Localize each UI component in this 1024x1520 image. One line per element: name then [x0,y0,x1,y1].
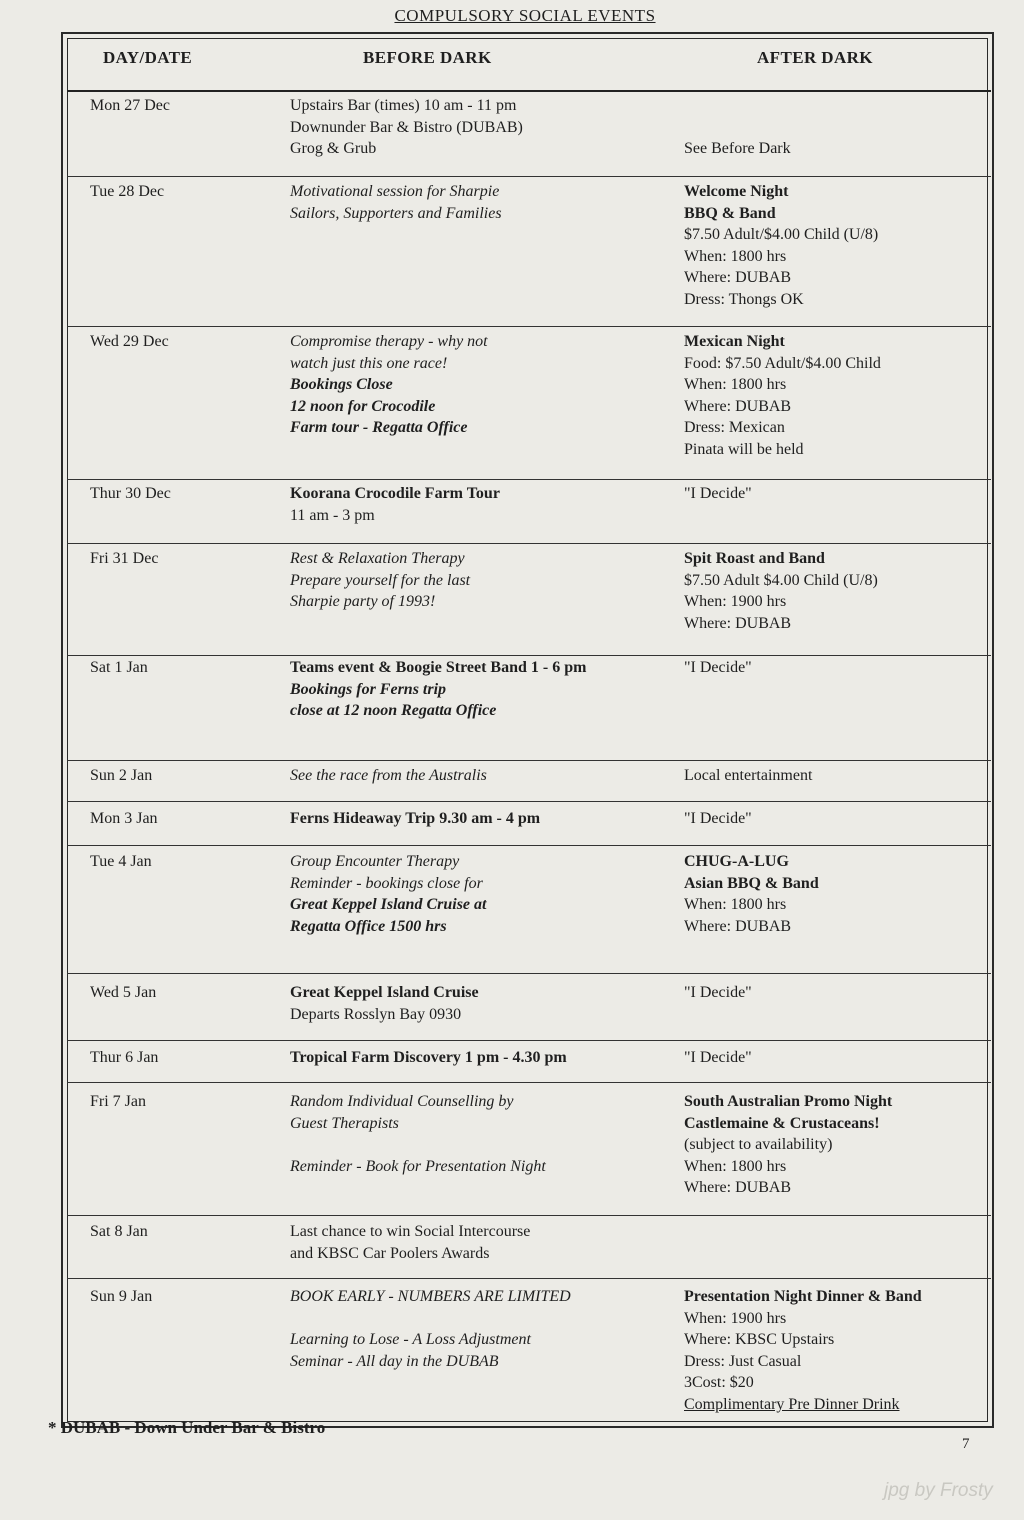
before-line: Regatta Office 1500 hrs [290,917,447,935]
day-date-cell: Wed 5 Jan [90,984,157,1001]
after-line [684,95,791,117]
after-line: When: 1800 hrs [684,376,787,394]
watermark: jpg by Frosty [884,1480,993,1501]
before-line: Group Encounter Therapy [290,853,460,870]
before-line: Reminder - Book for Presentation Night [290,1157,546,1175]
before-line: See the race from the Australis [290,767,487,784]
after-line: Welcome Night [684,183,789,200]
before-line: Compromise therapy - why not [290,333,488,350]
day-date-cell: Sun 9 Jan [90,1288,153,1305]
after-cell [684,181,878,311]
before-cell [290,851,486,937]
before-line: Downunder Bar & Bistro (DUBAB) [290,118,523,136]
day-date-cell: Fri 7 Jan [90,1093,146,1110]
before-line: Motivational session for Sharpie [290,183,500,200]
after-line: Where: KBSC Upstairs [684,1331,835,1349]
after-line: 3Cost: $20 [684,1374,754,1392]
before-line: 11 am - 3 pm [290,506,375,524]
before-cell [290,181,502,224]
row-divider [67,479,991,480]
after-cell [684,1047,752,1069]
row-divider [67,655,991,656]
row-divider [67,801,991,802]
before-cell [290,657,586,722]
day-date-cell: Tue 4 Jan [90,853,152,870]
after-line: When: 1800 hrs [684,247,787,265]
before-line: Grog & Grub [290,140,377,158]
before-cell [290,765,487,787]
row-divider [67,1040,991,1041]
after-line: Castlemaine & Crustaceans! [684,1114,880,1132]
header-divider [67,90,991,92]
before-line: Farm tour - Regatta Office [290,419,468,437]
before-line: Seminar - All day in the DUBAB [290,1352,499,1370]
after-cell [684,982,752,1004]
after-line: "I Decide" [684,810,752,827]
row-divider [67,845,991,846]
before-cell [290,1286,571,1372]
after-line: When: 1800 hrs [684,896,787,914]
before-line: Departs Rosslyn Bay 0930 [290,1005,462,1023]
after-cell [684,765,812,787]
before-line: 12 noon for Crocodile [290,397,436,415]
after-cell [684,95,791,160]
before-line: close at 12 noon Regatta Office [290,702,497,720]
after-line: $7.50 Adult/$4.00 Child (U/8) [684,226,879,244]
row-divider [67,1278,991,1279]
after-line: Where: DUBAB [684,917,792,935]
after-cell [684,1091,892,1199]
before-line: Koorana Crocodile Farm Tour [290,485,500,502]
before-line: Great Keppel Island Cruise at [290,896,487,914]
before-cell [290,1047,567,1069]
after-line: Where: DUBAB [684,1179,792,1197]
after-line: Complimentary Pre Dinner Drink [684,1395,900,1413]
before-line: Tropical Farm Discovery 1 pm - 4.30 pm [290,1049,567,1066]
after-line: Dress: Just Casual [684,1352,802,1370]
page-title: COMPULSORY SOCIAL EVENTS [394,6,656,25]
day-date-cell: Mon 3 Jan [90,810,158,827]
day-date-cell: Tue 28 Dec [90,183,165,200]
after-line: Pinata will be held [684,440,804,458]
header-after-dark: AFTER DARK [757,48,873,67]
after-line: Presentation Night Dinner & Band [684,1288,922,1305]
before-cell [290,1091,546,1177]
day-date-cell: Thur 30 Dec [90,485,171,502]
after-line: Local entertainment [684,767,813,784]
after-line: CHUG-A-LUG [684,853,789,870]
row-divider [67,760,991,761]
after-cell [684,1286,922,1416]
after-line: When: 1900 hrs [684,593,787,611]
before-line: Rest & Relaxation Therapy [290,550,465,567]
after-line: Where: DUBAB [684,397,792,415]
after-line: When: 1800 hrs [684,1157,787,1175]
row-divider [67,543,991,544]
day-date-cell: Sat 8 Jan [90,1223,148,1240]
after-line: "I Decide" [684,984,752,1001]
before-line: Guest Therapists [290,1114,399,1132]
after-line: "I Decide" [684,485,752,502]
header-day: DAY/DATE [103,48,193,67]
after-line: "I Decide" [684,1049,752,1066]
after-cell [684,331,881,461]
after-line: $7.50 Adult $4.00 Child (U/8) [684,571,878,589]
before-line: BOOK EARLY - NUMBERS ARE LIMITED [290,1288,571,1305]
before-line: Prepare yourself for the last [290,571,471,589]
after-cell [684,548,878,634]
row-divider [67,973,991,974]
before-line: watch just this one race! [290,354,448,372]
after-line: Asian BBQ & Band [684,874,819,892]
before-cell [290,1221,530,1264]
before-line: Ferns Hideaway Trip 9.30 am - 4 pm [290,810,541,827]
before-line: Reminder - bookings close for [290,874,483,892]
after-cell [684,808,752,830]
day-date-cell: Fri 31 Dec [90,550,159,567]
after-line: "I Decide" [684,659,752,676]
after-line: South Australian Promo Night [684,1093,893,1110]
after-line: Dress: Thongs OK [684,290,804,308]
after-cell [684,657,752,679]
before-cell [290,548,470,613]
after-line: BBQ & Band [684,204,776,222]
before-line: Teams event & Boogie Street Band 1 - 6 pm [290,659,587,676]
page-number: 7 [962,1436,970,1452]
row-divider [67,1215,991,1216]
after-line: (subject to availability) [684,1136,833,1154]
after-line: Dress: Mexican [684,419,785,437]
day-date-cell: Mon 27 Dec [90,97,170,114]
before-line: and KBSC Car Poolers Awards [290,1244,490,1262]
before-line: Great Keppel Island Cruise [290,984,479,1001]
after-line: When: 1900 hrs [684,1309,787,1327]
before-line: Last chance to win Social Intercourse [290,1223,531,1240]
before-line [290,1308,571,1330]
after-line: Spit Roast and Band [684,550,825,567]
before-line: Random Individual Counselling by [290,1093,514,1110]
after-cell [684,851,819,937]
row-divider [67,176,991,177]
before-line: Sailors, Supporters and Families [290,204,502,222]
before-line: Learning to Lose - A Loss Adjustment [290,1331,531,1349]
before-cell [290,483,500,526]
after-line: Where: DUBAB [684,614,792,632]
day-date-cell: Sun 2 Jan [90,767,153,784]
day-date-cell: Sat 1 Jan [90,659,148,676]
header-before-dark: BEFORE DARK [363,48,492,67]
before-cell [290,95,523,160]
before-line: Bookings Close [290,376,393,394]
after-cell [684,483,752,505]
after-line: Food: $7.50 Adult/$4.00 Child [684,354,881,372]
before-line: Upstairs Bar (times) 10 am - 11 pm [290,97,517,114]
row-divider [67,326,991,327]
before-cell [290,982,479,1025]
day-date-cell: Thur 6 Jan [90,1049,159,1066]
before-cell [290,808,540,830]
before-line: Bookings for Ferns trip [290,680,447,698]
before-line [290,1134,546,1156]
row-divider [67,1082,991,1083]
before-cell [290,331,488,439]
day-date-cell: Wed 29 Dec [90,333,169,350]
after-line: Where: DUBAB [684,269,792,287]
after-line: See Before Dark [684,140,791,158]
before-line: Sharpie party of 1993! [290,593,436,611]
after-line: Mexican Night [684,333,785,350]
after-line [684,117,791,139]
footnote: * DUBAB - Down Under Bar & Bistro [48,1418,326,1437]
